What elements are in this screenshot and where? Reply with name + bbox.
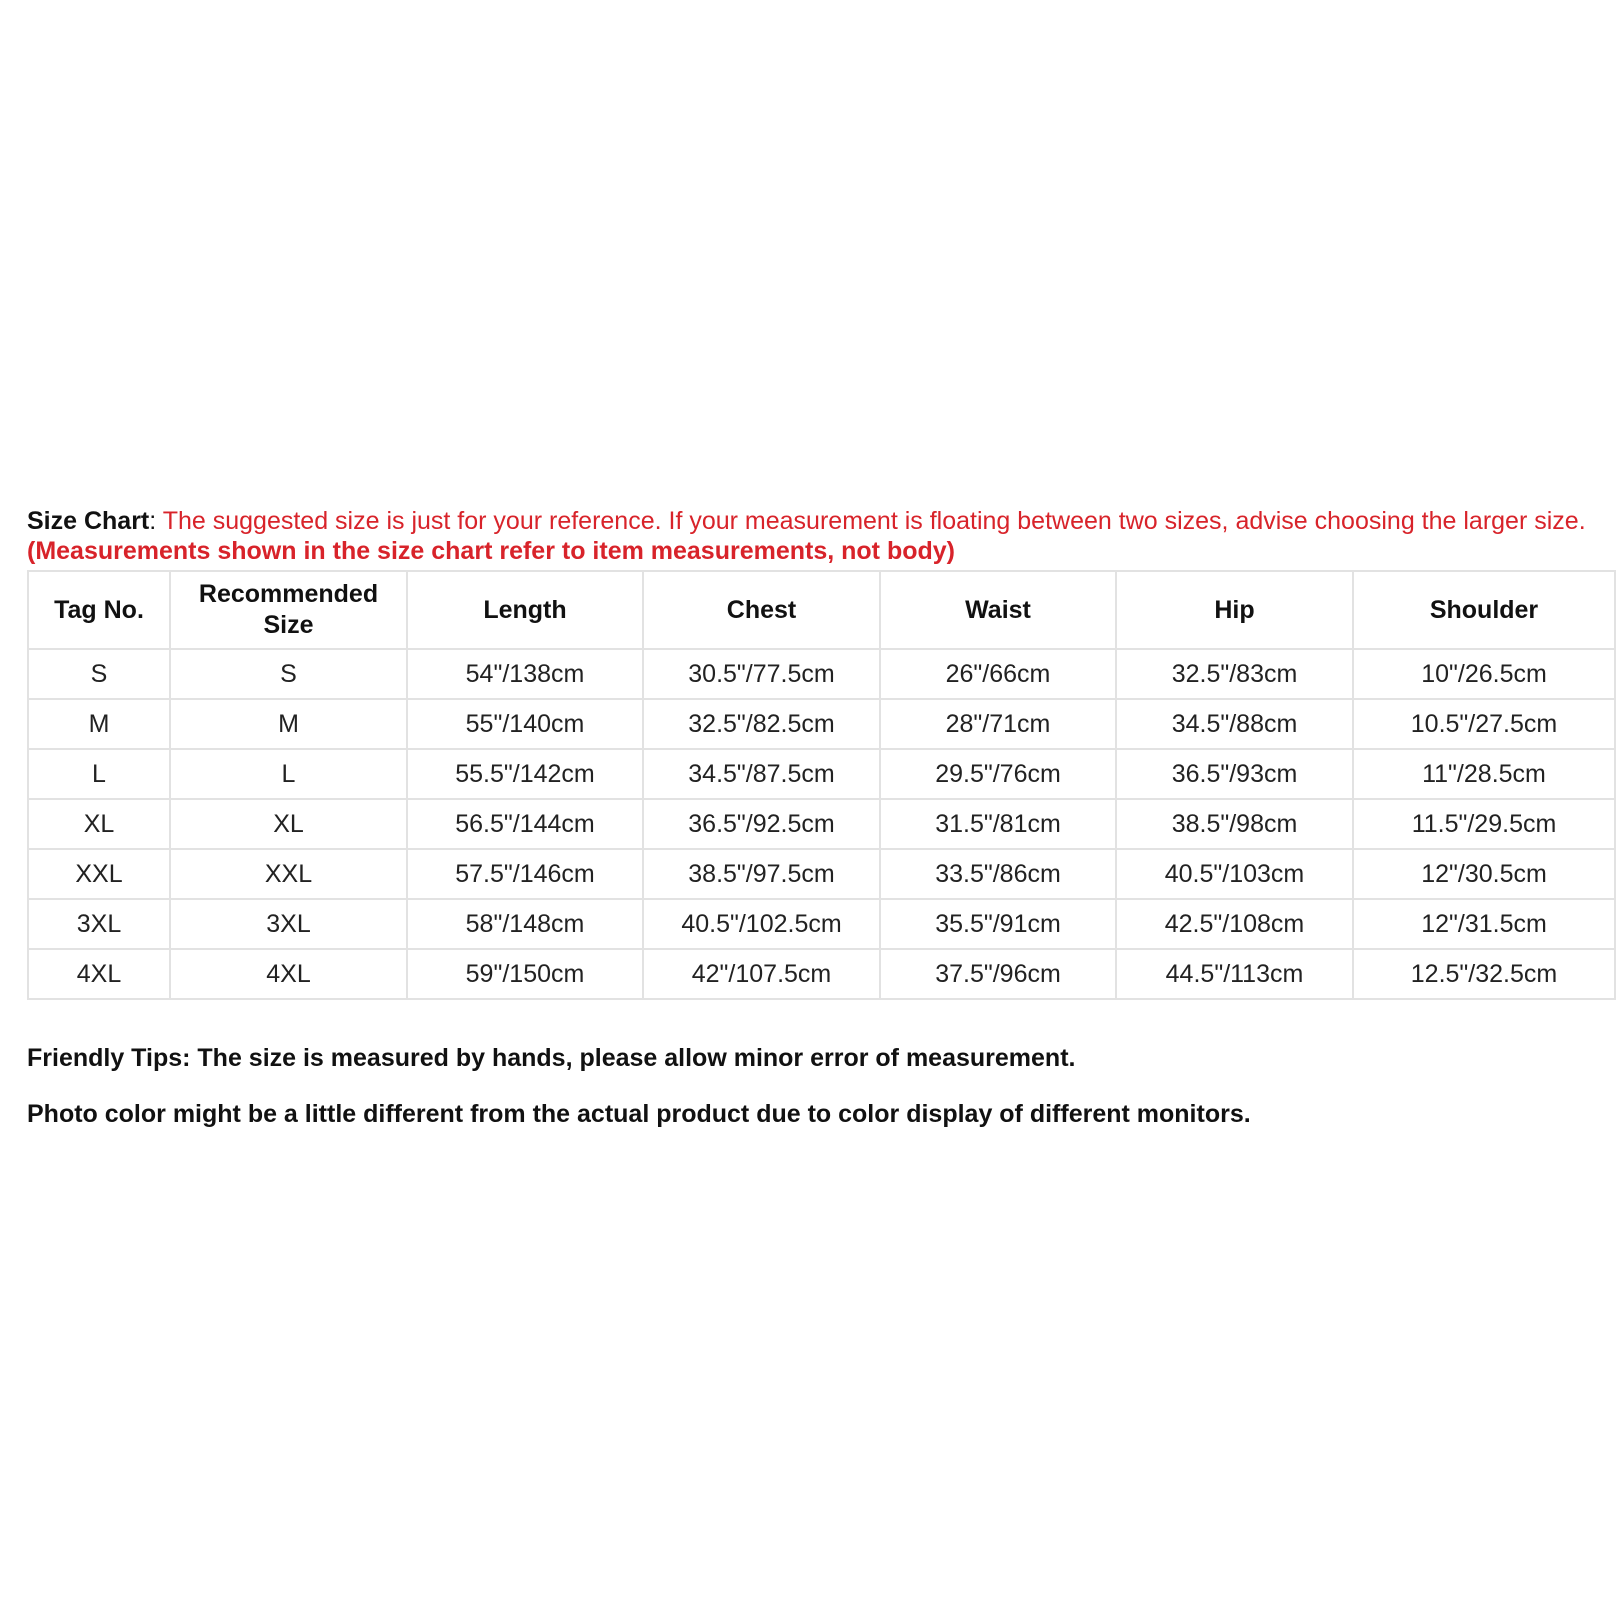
header-length: Length — [407, 571, 643, 649]
cell-hip: 44.5"/113cm — [1116, 949, 1353, 999]
cell-recommended-size: 3XL — [170, 899, 407, 949]
cell-waist: 26"/66cm — [880, 649, 1116, 699]
cell-tag-no: M — [28, 699, 170, 749]
cell-hip: 42.5"/108cm — [1116, 899, 1353, 949]
cell-shoulder: 11"/28.5cm — [1353, 749, 1615, 799]
cell-length: 58"/148cm — [407, 899, 643, 949]
size-chart-label: Size Chart — [27, 507, 150, 535]
cell-waist: 33.5"/86cm — [880, 849, 1116, 899]
cell-tag-no: 3XL — [28, 899, 170, 949]
header-hip: Hip — [1116, 571, 1353, 649]
cell-chest: 38.5"/97.5cm — [643, 849, 880, 899]
cell-recommended-size: M — [170, 699, 407, 749]
cell-waist: 31.5"/81cm — [880, 799, 1116, 849]
cell-tag-no: 4XL — [28, 949, 170, 999]
table-row — [28, 949, 1615, 999]
cell-shoulder: 12"/31.5cm — [1353, 899, 1615, 949]
cell-hip: 32.5"/83cm — [1116, 649, 1353, 699]
size-table — [27, 570, 1616, 1000]
photo-color-note: Photo color might be a little different from the actual product due to color display of different monitors. — [27, 1100, 1251, 1128]
cell-length: 59"/150cm — [407, 949, 643, 999]
cell-length: 54"/138cm — [407, 649, 643, 699]
cell-shoulder: 12"/30.5cm — [1353, 849, 1615, 899]
table-header-row — [28, 571, 1615, 649]
cell-tag-no: L — [28, 749, 170, 799]
cell-length: 55"/140cm — [407, 699, 643, 749]
cell-waist: 35.5"/91cm — [880, 899, 1116, 949]
header-recommended-size: Recommended Size — [170, 571, 407, 649]
table-row — [28, 699, 1615, 749]
table-row — [28, 849, 1615, 899]
cell-length: 57.5"/146cm — [407, 849, 643, 899]
size-chart-section — [27, 506, 1617, 1129]
cell-chest: 34.5"/87.5cm — [643, 749, 880, 799]
table-row — [28, 899, 1615, 949]
size-chart-label-colon: : — [149, 507, 157, 535]
cell-length: 55.5"/142cm — [407, 749, 643, 799]
cell-length: 56.5"/144cm — [407, 799, 643, 849]
cell-shoulder: 12.5"/32.5cm — [1353, 949, 1615, 999]
cell-recommended-size: XXL — [170, 849, 407, 899]
header-chest: Chest — [643, 571, 880, 649]
cell-recommended-size: S — [170, 649, 407, 699]
size-chart-note-bold: (Measurements shown in the size chart refer to item measurements, not body) — [27, 537, 955, 565]
cell-tag-no: XL — [28, 799, 170, 849]
cell-waist: 28"/71cm — [880, 699, 1116, 749]
cell-recommended-size: 4XL — [170, 949, 407, 999]
header-tag-no: Tag No. — [28, 571, 170, 649]
cell-waist: 37.5"/96cm — [880, 949, 1116, 999]
friendly-tips: Friendly Tips: The size is measured by hands, please allow minor error of measurement. — [27, 1044, 1076, 1072]
cell-recommended-size: L — [170, 749, 407, 799]
cell-hip: 36.5"/93cm — [1116, 749, 1353, 799]
size-chart-intro — [27, 506, 1617, 566]
cell-shoulder: 10.5"/27.5cm — [1353, 699, 1615, 749]
header-waist: Waist — [880, 571, 1116, 649]
cell-shoulder: 10"/26.5cm — [1353, 649, 1615, 699]
table-row — [28, 649, 1615, 699]
cell-tag-no: S — [28, 649, 170, 699]
cell-hip: 34.5"/88cm — [1116, 699, 1353, 749]
cell-shoulder: 11.5"/29.5cm — [1353, 799, 1615, 849]
cell-hip: 38.5"/98cm — [1116, 799, 1353, 849]
size-chart-note: The suggested size is just for your reference. If your measurement is floating between two sizes, advise choosing the larger size. — [156, 507, 1586, 535]
cell-chest: 30.5"/77.5cm — [643, 649, 880, 699]
cell-chest: 40.5"/102.5cm — [643, 899, 880, 949]
header-shoulder: Shoulder — [1353, 571, 1615, 649]
table-row — [28, 799, 1615, 849]
cell-recommended-size: XL — [170, 799, 407, 849]
table-row — [28, 749, 1615, 799]
cell-tag-no: XXL — [28, 849, 170, 899]
cell-chest: 36.5"/92.5cm — [643, 799, 880, 849]
cell-chest: 32.5"/82.5cm — [643, 699, 880, 749]
cell-waist: 29.5"/76cm — [880, 749, 1116, 799]
cell-chest: 42"/107.5cm — [643, 949, 880, 999]
cell-hip: 40.5"/103cm — [1116, 849, 1353, 899]
